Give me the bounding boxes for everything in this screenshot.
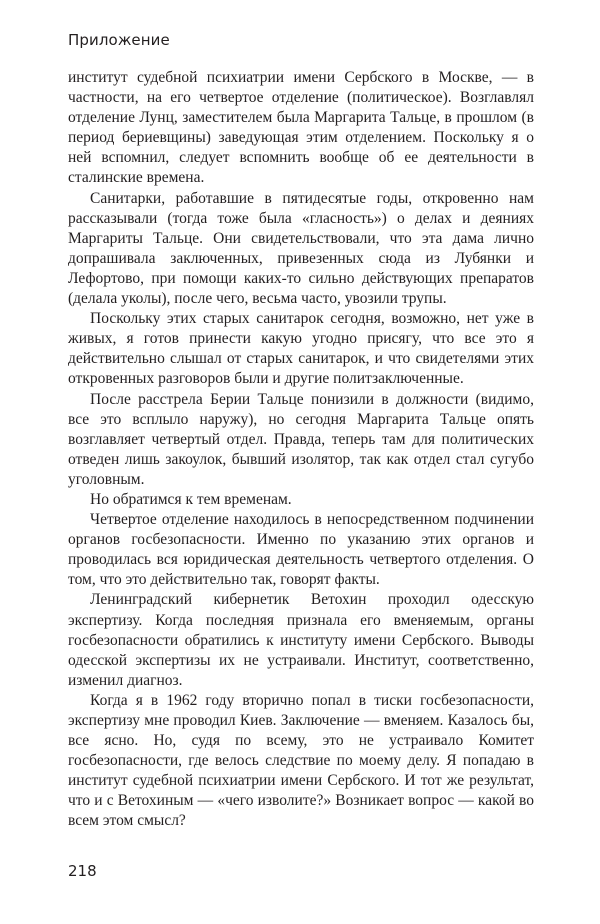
paragraph: Санитарки, работавшие в пятидесятые годы, откровенно нам рассказывали (тогда тоже была «гласность») о делах и деяниях Маргариты Тальце. Они свидетельствовали, что эта дама лично допрашивала заключенных, привезенных сюда из Лубянки и Лефортово, при помощи каких-то сильно действующих препаратов (делала уколы), после чего, весьма часто, увозили трупы.	[68, 189, 534, 308]
paragraph: Поскольку этих старых санитарок сегодня, возможно, нет уже в живых, я готов принести какую угодно присягу, что все это я действительно слышал от старых санитарок, и что свидетелями этих откровенных разговоров были и другие политзаключенные.	[68, 310, 534, 388]
running-header: Приложение	[68, 31, 170, 49]
paragraph: После расстрела Берии Тальце понизили в должности (видимо, все это всплыло наружу), но сегодня Маргарита Тальце опять возглавляет четвертый отдел. Правда, теперь там для политических отведен лишь закоулок, бывший изолятор, так как отдел стал сугубо уголовным.	[68, 390, 534, 488]
page-number: 218	[68, 862, 97, 880]
paragraph: Когда я в 1962 году вторично попал в тиски госбезопасности, экспертизу мне проводил Киев. Заключение — вменяем. Казалось бы, все ясно. Но, судя по всему, это не устраивало Комитет госбезопасности, где велось следствие по моему делу. Я попадаю в институт судебной психиатрии имени Сербского. И тот же результат, что и с Ветохиным — «чего изволите?» Возникает вопрос — какой во всем этом смысл?	[68, 691, 534, 830]
page-body	[68, 68, 534, 832]
paragraph: Ленинградский кибернетик Ветохин проходил одесскую экспертизу. Когда последняя признала его вменяемым, органы госбезопасности обратились к институту имени Сербского. Выводы одесской экспертизы их не устраивали. Институт, соответственно, изменил диагноз.	[68, 591, 534, 689]
paragraph: институт судебной психиатрии имени Сербского в Москве, — в частности, на его четвертое отделение (политическое). Возглавлял отделение Лунц, заместителем была Маргарита Тальце, в прошлом (в период бериевщины) заведующая этим отделением. Поскольку я о ней вспомнил, следует вспомнить вообще об ее деятельности в сталинские времена.	[68, 69, 534, 187]
paragraph: Четвертое отделение находилось в непосредственном подчинении органов госбезопасности. Именно по указанию этих органов и проводилась вся юридическая деятельность четвертого отделения. О том, что это действительно так, говорят факты.	[68, 511, 534, 589]
paragraph: Но обратимся к тем временам.	[90, 490, 292, 508]
